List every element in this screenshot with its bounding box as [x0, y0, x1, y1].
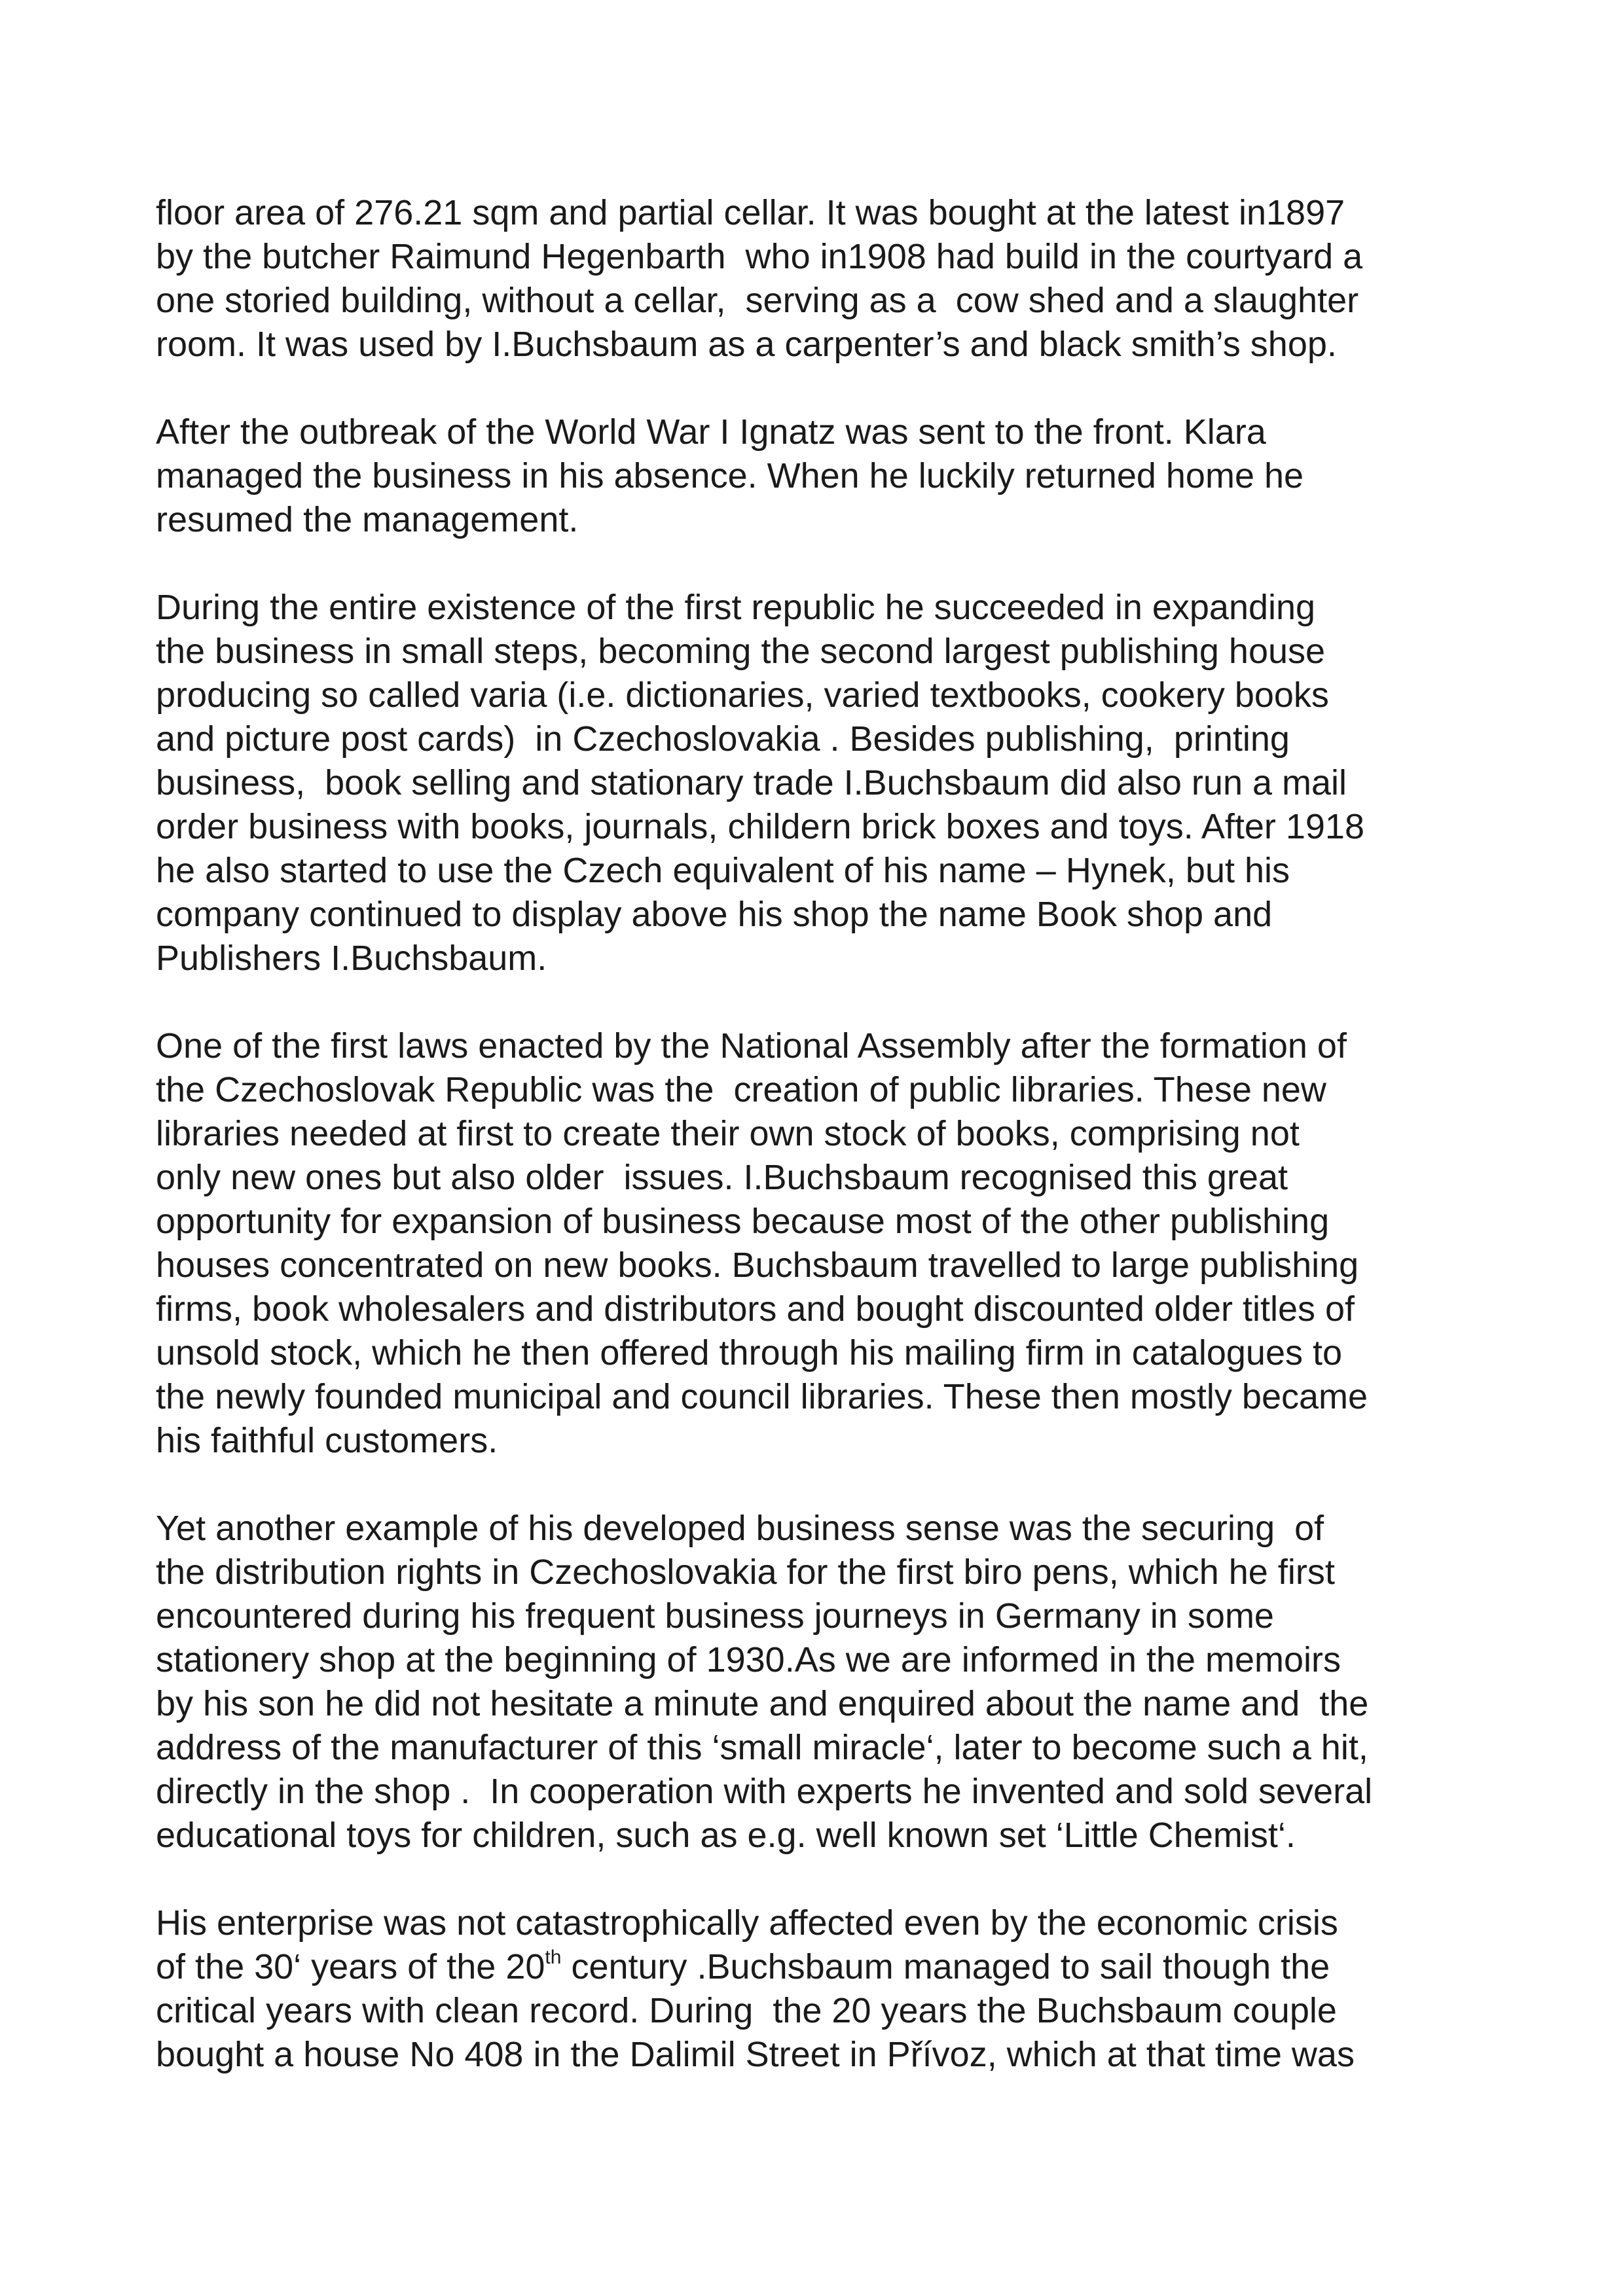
text-line: During the entire existence of the first republic he succeeded in expanding	[156, 588, 1316, 627]
text-line: room. It was used by I.Buchsbaum as a carpenter’s and black smith’s shop.	[156, 325, 1337, 364]
text-line: the business in small steps, becoming the second largest publishing house	[156, 632, 1326, 671]
text-line: opportunity for expansion of business because most of the other publishing	[156, 1202, 1330, 1241]
paragraph-1	[156, 191, 1485, 367]
text-line: business, book selling and stationary trade I.Buchsbaum did also run a mail	[156, 763, 1347, 802]
text-line: Publishers I.Buchsbaum.	[156, 939, 547, 978]
text-line: His enterprise was not catastrophically affected even by the economic crisis	[156, 1903, 1338, 1943]
text-line: order business with books, journals, childern brick boxes and toys. After 1918	[156, 807, 1364, 846]
text-line-with-superscript	[156, 1945, 1485, 1989]
text-line: producing so called varia (i.e. dictionaries, varied textbooks, cookery books	[156, 675, 1329, 715]
document-body	[156, 191, 1485, 2121]
text-line: by the butcher Raimund Hegenbarth who in1908 had build in the courtyard a	[156, 237, 1363, 276]
text-line: After the outbreak of the World War I Ignatz was sent to the front. Klara	[156, 412, 1266, 452]
text-line: company continued to display above his shop the name Book shop and	[156, 895, 1273, 934]
text-line: unsold stock, which he then offered through his mailing firm in catalogues to	[156, 1333, 1343, 1372]
text-line: resumed the management.	[156, 500, 579, 539]
paragraph-5	[156, 1507, 1485, 1857]
text-line: encountered during his frequent business journeys in Germany in some	[156, 1596, 1274, 1636]
text-line: only new ones but also older issues. I.Buchsbaum recognised this great	[156, 1158, 1288, 1197]
text-line: stationery shop at the beginning of 1930.As we are informed in the memoirs	[156, 1640, 1341, 1679]
text-line: managed the business in his absence. When he luckily returned home he	[156, 456, 1304, 495]
text-line: houses concentrated on new books. Buchsbaum travelled to large publishing	[156, 1246, 1359, 1285]
text-segment: century .Buchsbaum managed to sail though the	[561, 1947, 1330, 1986]
text-line: he also started to use the Czech equivalent of his name – Hynek, but his	[156, 851, 1290, 890]
text-line: and picture post cards) in Czechoslovakia . Besides publishing, printing	[156, 719, 1290, 759]
text-line: critical years with clean record. During the 20 years the Buchsbaum couple	[156, 1991, 1337, 2030]
text-line: floor area of 276.21 sqm and partial cellar. It was bought at the latest in1897	[156, 193, 1345, 232]
text-line: the newly founded municipal and council libraries. These then mostly became	[156, 1377, 1368, 1416]
text-line: bought a house No 408 in the Dalimil Street in Přívoz, which at that time was	[156, 2035, 1355, 2074]
text-line: One of the first laws enacted by the National Assembly after the formation of	[156, 1026, 1347, 1066]
paragraph-6	[156, 1901, 1485, 2077]
text-line: his faithful customers.	[156, 1421, 498, 1460]
text-line: address of the manufacturer of this ‘small miracle‘, later to become such a hit,	[156, 1728, 1368, 1767]
text-line: directly in the shop . In cooperation with experts he invented and sold several	[156, 1772, 1373, 1811]
text-line: one storied building, without a cellar, serving as a cow shed and a slaughter	[156, 281, 1359, 320]
paragraph-2	[156, 410, 1485, 542]
text-line: libraries needed at first to create their own stock of books, comprising not	[156, 1114, 1300, 1153]
text-line: educational toys for children, such as e.g. well known set ‘Little Chemist‘.	[156, 1816, 1296, 1855]
text-segment: of the 30‘ years of the 20	[156, 1947, 545, 1986]
text-line: firms, book wholesalers and distributors and bought discounted older titles of	[156, 1289, 1355, 1329]
text-line: Yet another example of his developed business sense was the securing of	[156, 1509, 1324, 1548]
paragraph-3	[156, 586, 1485, 980]
ordinal-superscript: th	[545, 1946, 562, 1968]
paragraph-4	[156, 1024, 1485, 1463]
text-line: the Czechoslovak Republic was the creation of public libraries. These new	[156, 1070, 1326, 1109]
text-line: the distribution rights in Czechoslovakia for the first biro pens, which he first	[156, 1552, 1335, 1592]
text-line: by his son he did not hesitate a minute and enquired about the name and the	[156, 1684, 1369, 1723]
